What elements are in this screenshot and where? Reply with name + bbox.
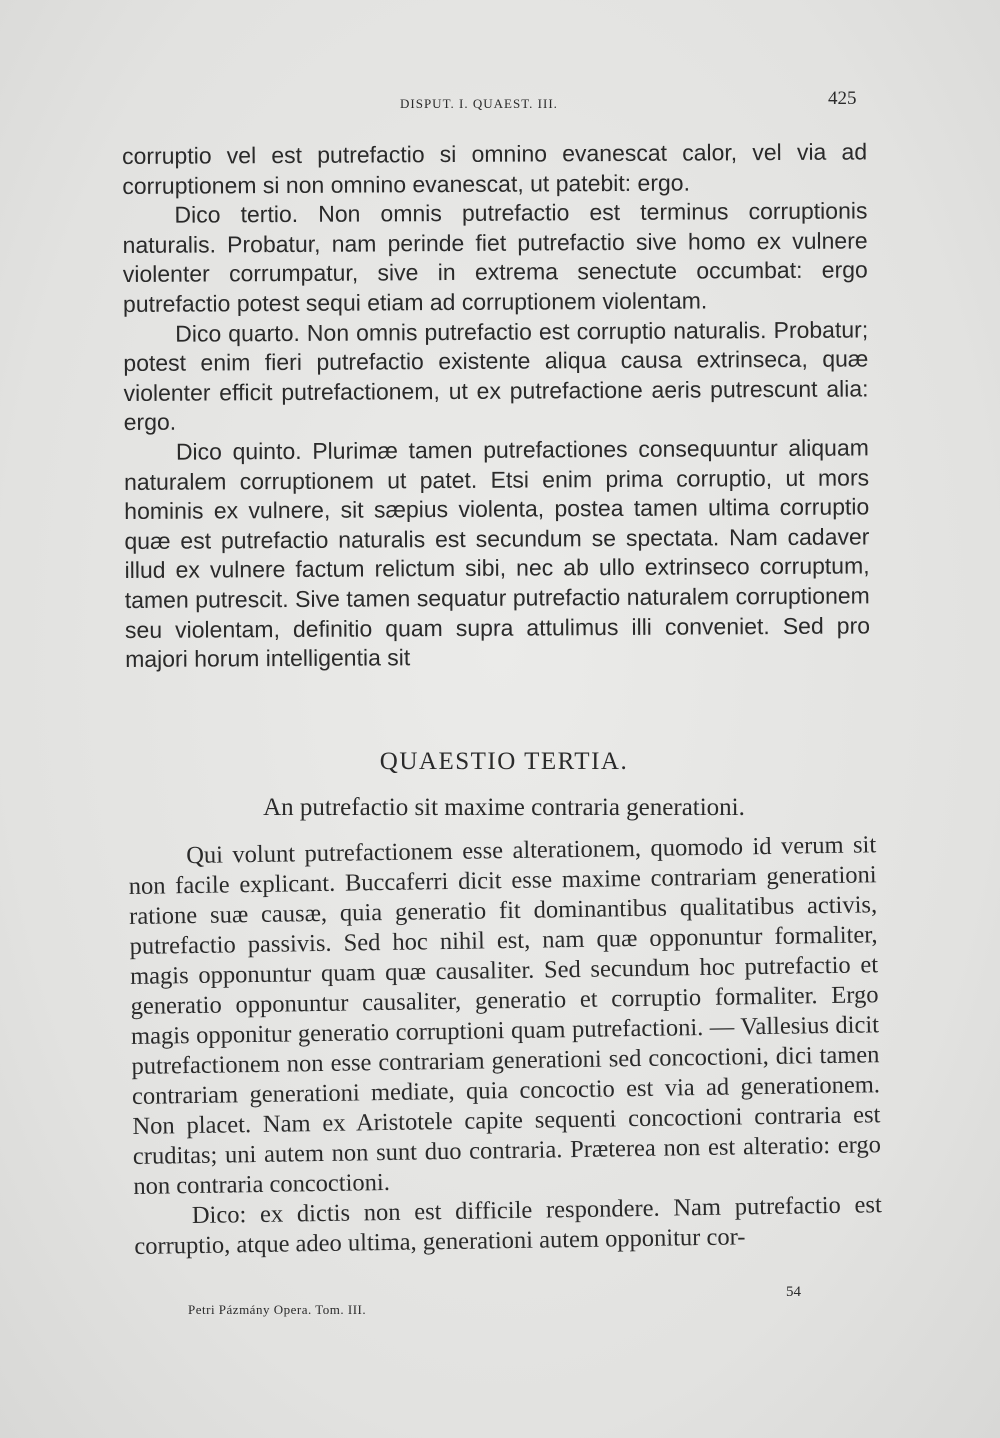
running-head: DISPUT. I. QUAEST. III. (400, 96, 558, 111)
signature-mark: 54 (786, 1284, 801, 1300)
paragraph: Dico: ex dictis non est difficile respondere. Nam putrefactio est corruptio, atque adeo ultima, generationi autem opponitur cor- (134, 1191, 883, 1260)
page-number: 425 (828, 88, 857, 109)
paragraph: Dico quarto. Non omnis putrefactio est corruptio naturalis. Probatur; potest enim fieri putrefactio existente aliqua causa extrinseca, quæ violenter efficit putrefactionem, ut ex putrefactione aeris putrescunt alia: ergo. (123, 316, 869, 436)
section-1-text (122, 137, 870, 674)
question-subtitle: An putrefactio sit maxime contraria generationi. (263, 794, 745, 821)
section-2-text (128, 830, 883, 1262)
paragraph: Dico quinto. Plurimæ tamen putrefactiones consequuntur aliquam naturalem corruptionem ut patet. Etsi enim prima corruptio, ut mors hominis ex vulnere, sit sæpius violenta, postea tamen ultima corruptio quæ est putrefactio naturalis est secundum se spectata. Nam cadaver illud ex vulnere factum relictum sibi, nec ab ullo extrinseco corruptum, tamen putrescit. Sive tamen sequatur putrefactio naturalem corruptionem seu violentam, definitio quam supra attulimus illi conveniet. Sed pro majori horum intelligentia sit (123, 434, 871, 673)
question-title: QUAESTIO TERTIA. (379, 748, 629, 775)
paragraph: Qui volunt putrefactionem esse alterationem, quomodo id verum sit non facile explicant. Buccaferri dicit esse maxime contrariam generationi ratione suæ causæ, quia generatio fit dominantibus qualitatibus activis, putrefactio passivis. Sed hoc nihil est, nam quæ opponuntur formaliter, magis opponuntur quam quæ causaliter. Sed secundum hoc putrefactio et generatio opponuntur causaliter, generatio et corruptio formaliter. Ergo magis opponitur generatio corruptioni quam putrefactioni. — Vallesius dicit putrefactionem non esse contrariam generationi sed concoctioni, dici tamen contrariam generationi mediate, quia concoctio est via ad generationem. Non placet. Nam ex Aristotele capite sequenti concoctioni contraria est cruditas; uni autem non sunt duo contraria. Præterea non est alteratio: ergo non contraria concoctioni. (128, 831, 882, 1200)
paragraph: Dico tertio. Non omnis putrefactio est terminus corruptionis naturalis. Probatur, nam perinde fiet putrefactio sive homo ex vulnere violenter corrumpatur, sive in extrema senectute occumbat: ergo putrefactio potest sequi etiam ad corruptionem violentam. (122, 197, 868, 317)
footer-imprint: Petri Pázmány Opera. Tom. III. (188, 1302, 367, 1317)
paragraph: corruptio vel est putrefactio si omnino evanescat calor, vel via ad corruptionem si non omnino evanescat, ut patebit: ergo. (122, 138, 868, 199)
